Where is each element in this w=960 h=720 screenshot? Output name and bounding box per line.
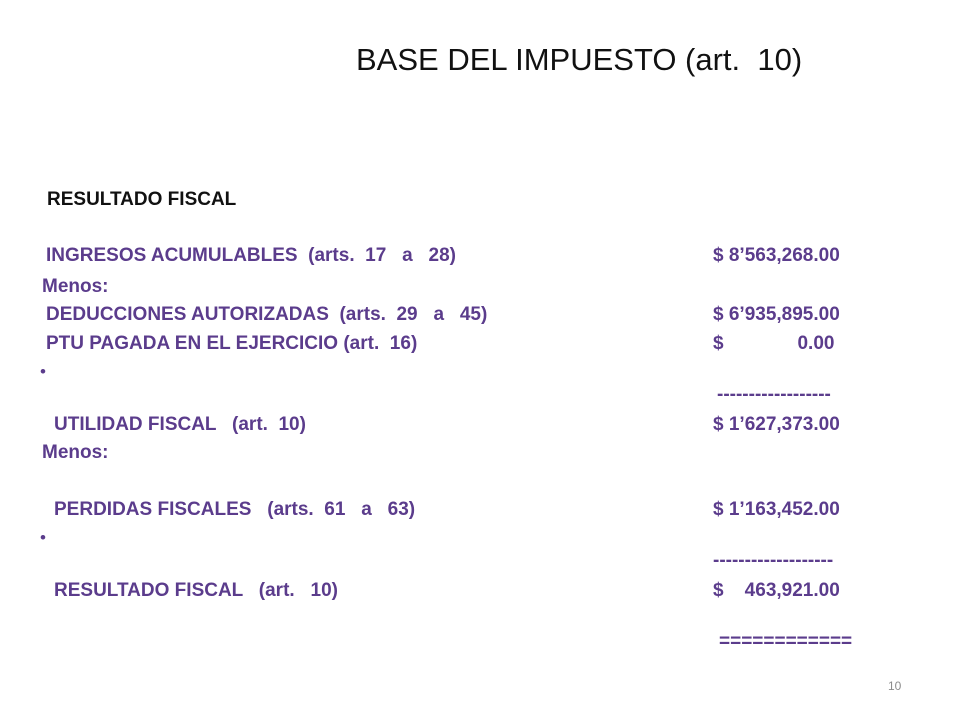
row-amount-ingresos: $ 8’563,268.00 <box>713 245 840 266</box>
separator-2: ------------------- <box>713 550 834 571</box>
slide-title: BASE DEL IMPUESTO (art. 10) <box>356 42 803 77</box>
row-amount-utilidad: $ 1’627,373.00 <box>713 414 840 435</box>
page-number: 10 <box>888 679 902 693</box>
row-label-utilidad: UTILIDAD FISCAL (art. 10) <box>54 414 306 435</box>
bullet-2: • <box>40 528 46 547</box>
row-amount-deducciones: $ 6’935,895.00 <box>713 304 840 325</box>
separator-double: ============ <box>719 631 853 652</box>
row-amount-perdidas: $ 1’163,452.00 <box>713 499 840 520</box>
row-amount-resultado: $ 463,921.00 <box>713 580 840 601</box>
row-label-menos-2: Menos: <box>42 442 109 463</box>
row-label-resultado: RESULTADO FISCAL (art. 10) <box>54 580 338 601</box>
separator-1: ------------------ <box>717 384 831 405</box>
bullet-1: • <box>40 362 46 381</box>
row-amount-ptu: $ 0.00 <box>713 333 835 354</box>
row-label-perdidas: PERDIDAS FISCALES (arts. 61 a 63) <box>54 499 416 520</box>
section-heading: RESULTADO FISCAL <box>47 189 237 210</box>
row-label-ptu: PTU PAGADA EN EL EJERCICIO (art. 16) <box>46 333 418 354</box>
row-label-deducciones: DEDUCCIONES AUTORIZADAS (arts. 29 a 45) <box>46 304 488 325</box>
row-label-menos-1: Menos: <box>42 276 109 297</box>
row-label-ingresos: INGRESOS ACUMULABLES (arts. 17 a 28) <box>46 245 456 266</box>
